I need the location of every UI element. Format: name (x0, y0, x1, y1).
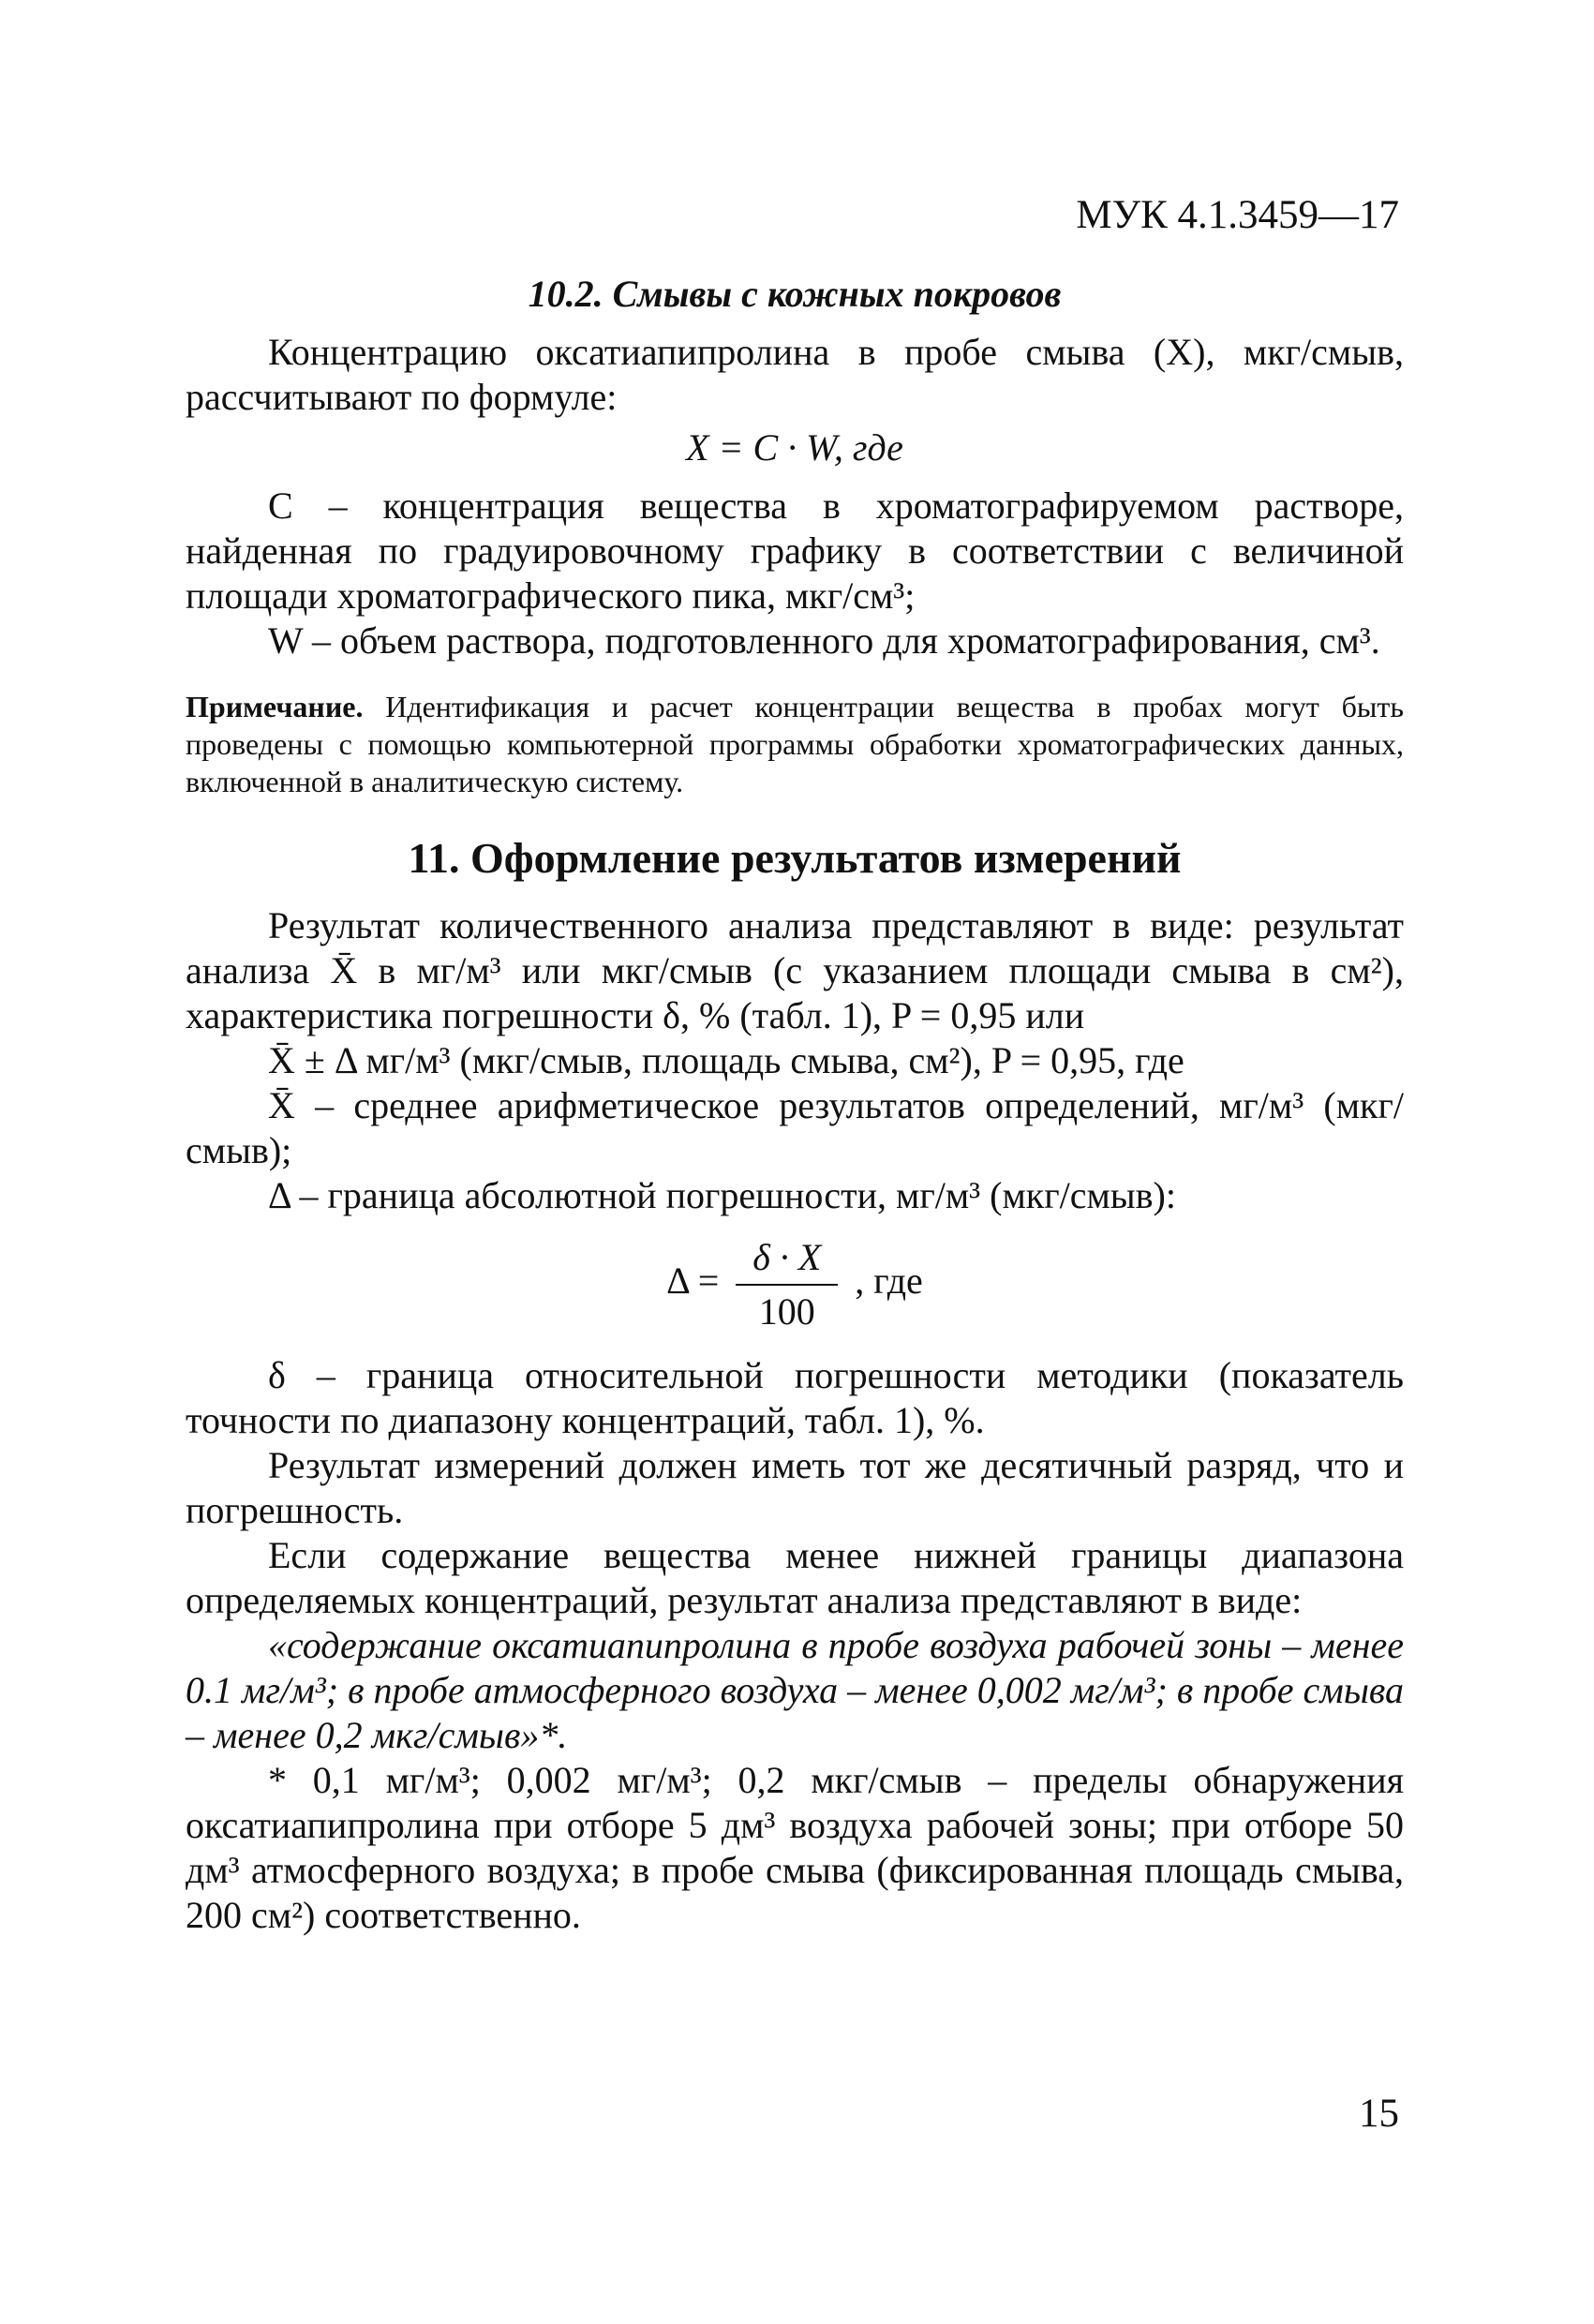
page-number: 15 (1359, 2092, 1399, 2136)
definition-w: W – объем раствора, подготовленного для хроматографирования, см³. (268, 619, 1380, 662)
paragraph: Результат измерений должен иметь тот же десятичный разряд, что и погрешность. (186, 1444, 1404, 1531)
definition-delta: Δ – граница абсолютной погрешности, мг/м³ (мкг/смыв): (268, 1174, 1176, 1216)
formula-tail: , где (855, 1259, 923, 1303)
result-expression: X̄ ± Δ мг/м³ (мкг/смыв, площадь смыва, см²), P = 0,95, где (268, 1039, 1184, 1081)
paragraph: Концентрацию оксатиапипролина в пробе смыва (X), мкг/смыв, рассчитывают по формуле: (186, 331, 1404, 418)
definition-c: C – концентрация вещества в хроматографируемом растворе, найденная по градуировочному графику в соответствии с величиной площади хроматографического пика, мкг/см³; (186, 484, 1404, 617)
fraction (736, 1235, 838, 1334)
definition-delta-small: δ – граница относительной погрешности методики (показатель точности по диапазону концентраций, табл. 1), %. (186, 1354, 1404, 1441)
note-text: Идентификация и расчет концентрации вещества в пробах могут быть проведены с помощью компьютерной программы обработки хроматографических данных, включенной в аналитическую систему. (186, 690, 1405, 798)
definition-xbar: X̄ – среднее арифметическое результатов определений, мг/м³ (мкг/смыв); (186, 1084, 1404, 1171)
quote: «содержание оксатиапипролина в пробе воздуха рабочей зоны – менее 0.1 мг/м³; в пробе атмосферного воздуха – менее 0,002 мг/м³; в пробе смыва – менее 0,2 мкг/смыв»*. (186, 1624, 1404, 1756)
formula-delta (186, 1235, 1404, 1334)
page-body (186, 272, 1404, 1938)
note-label: Примечание. (186, 690, 364, 723)
subsection-title: 10.2. Смывы с кожных покровов (528, 273, 1062, 315)
fraction-denominator: 100 (758, 1290, 815, 1333)
note (186, 688, 1404, 800)
footnote: * 0,1 мг/м³; 0,002 мг/м³; 0,2 мкг/смыв – пределы обнаружения оксатиапипролина при отборе 5 дм³ воздуха рабочей зоны; при отборе 50 дм³ атмосферного воздуха; в пробе смыва (фиксированная площадь смыва, 200 см²) соответственно. (186, 1759, 1404, 1936)
fraction-numerator: δ · X (736, 1235, 838, 1286)
document-code: МУК 4.1.3459—17 (1076, 193, 1399, 237)
formula-x: X = C · W, где (686, 426, 903, 469)
paragraph: Результат количественного анализа представляют в виде: результат анализа X̄ в мг/м³ или мкг/смыв (с указанием площади смыва в см²), характеристика погрешности δ, % (табл. 1), P = 0,95 или (186, 904, 1404, 1036)
paragraph: Если содержание вещества менее нижней границы диапазона определяемых концентраций, результат анализа представляют в виде: (186, 1534, 1404, 1621)
section-title: 11. Оформление результатов измерений (408, 834, 1182, 882)
formula-lhs: Δ = (666, 1259, 720, 1303)
